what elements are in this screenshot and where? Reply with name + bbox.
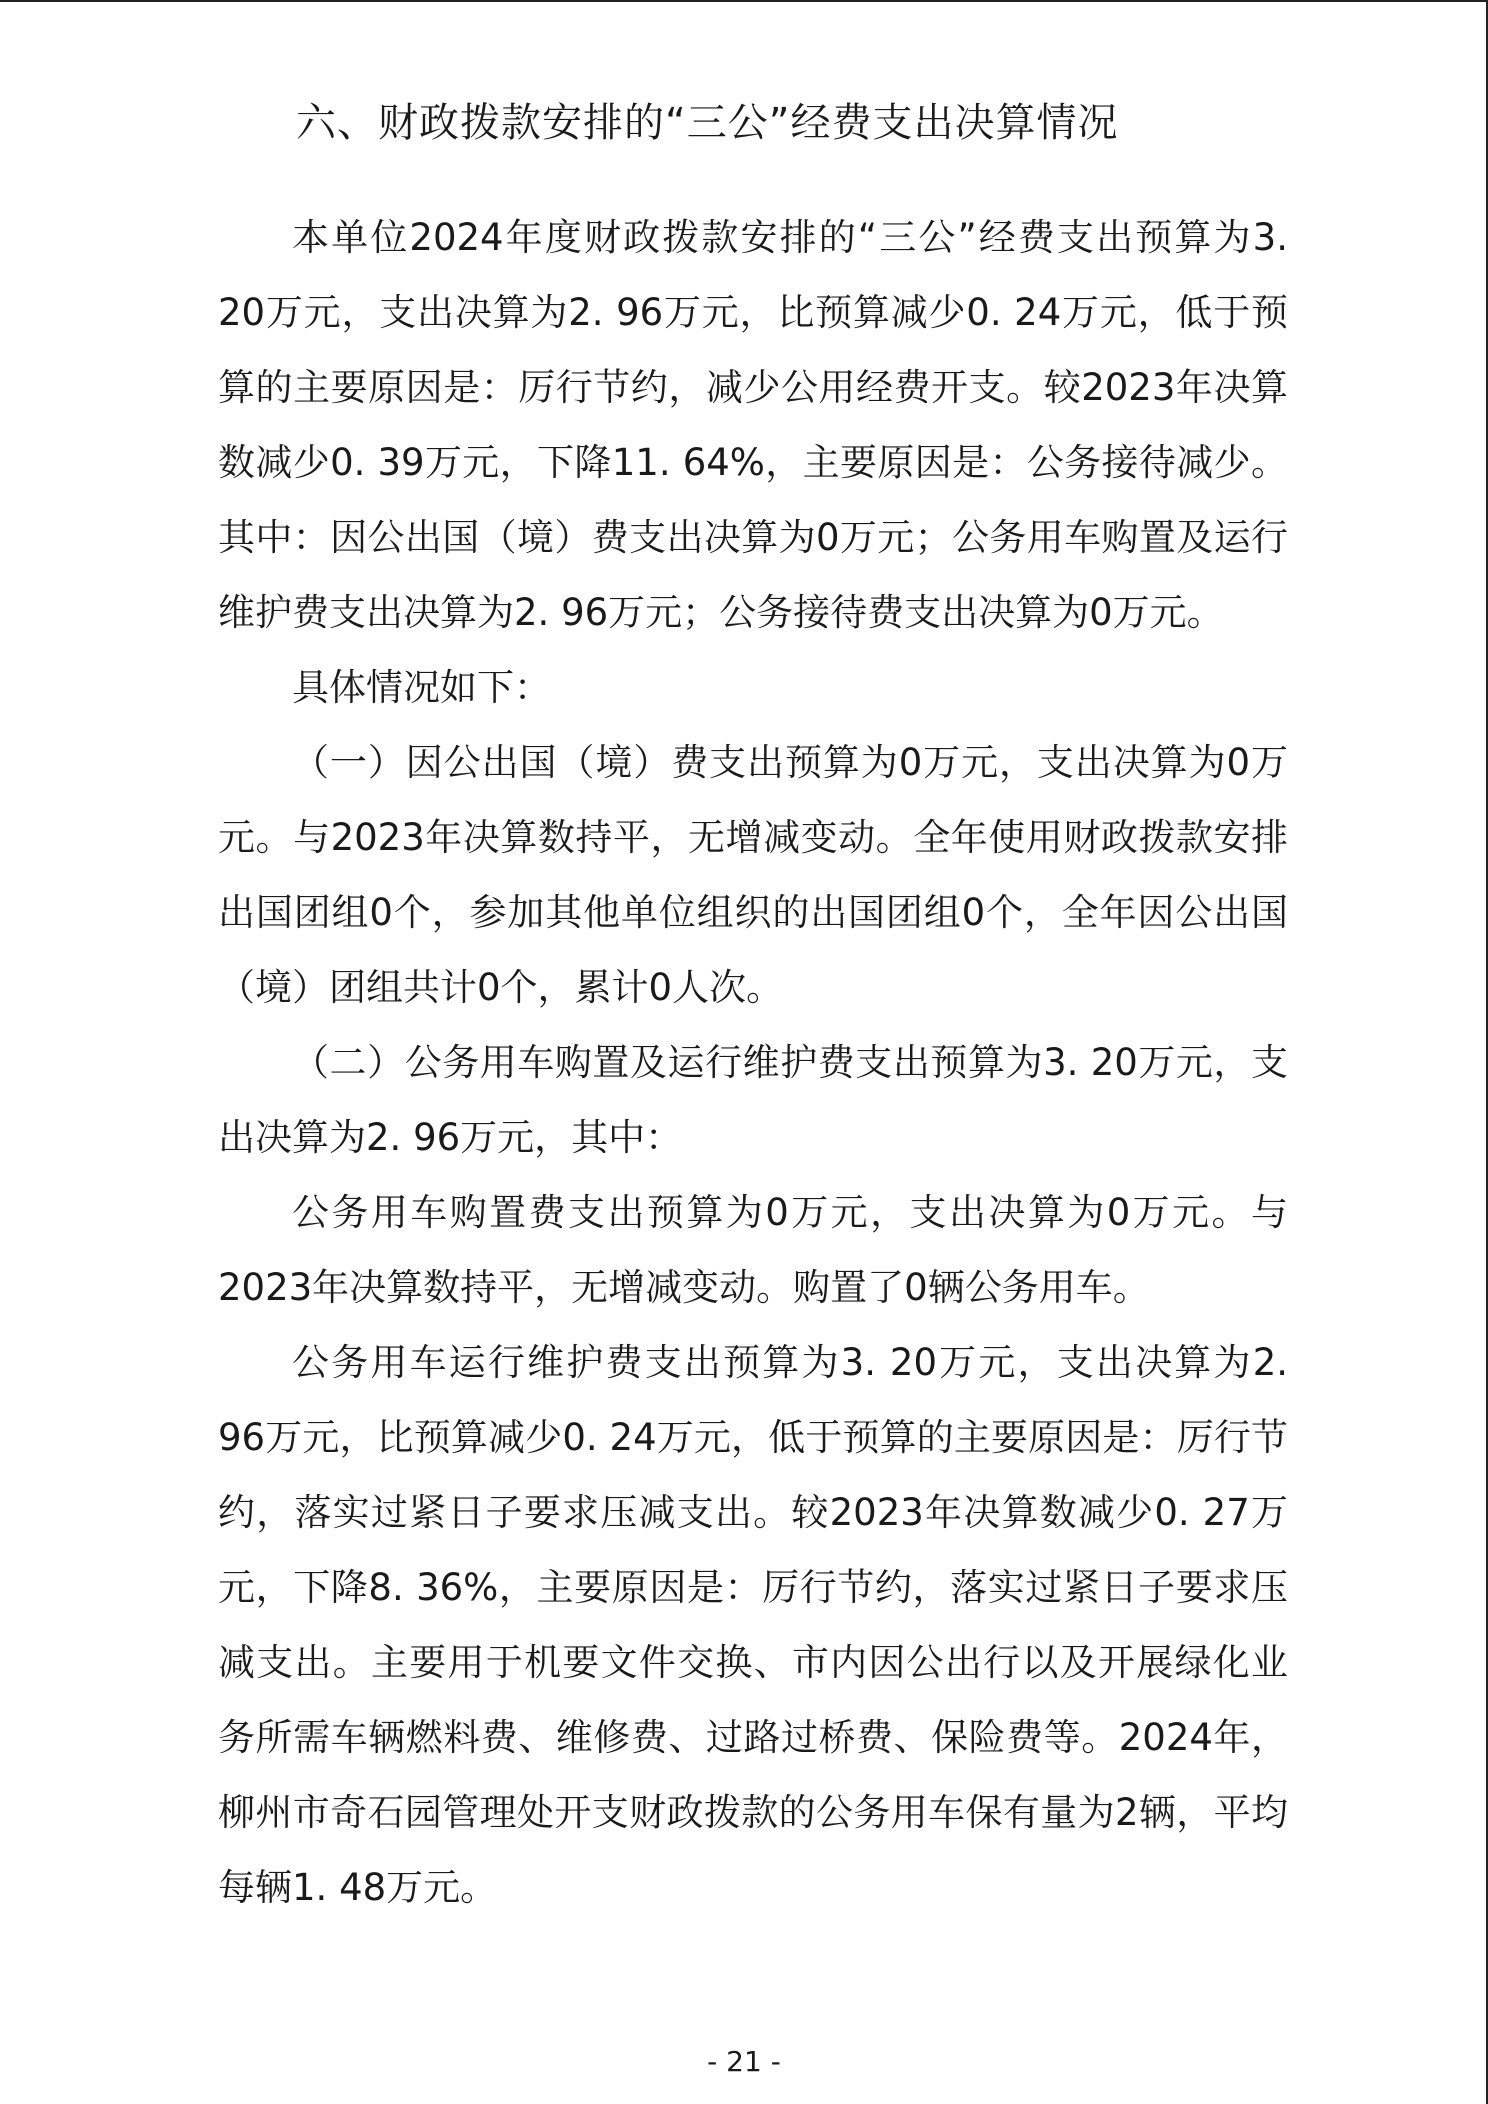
paragraph-overseas-travel: （一）因公出国（境）费支出预算为0万元，支出决算为0万元。与2023年决算数持平，无增减变动。全年使用财政拨款安排出国团组0个，参加其他单位组织的出国团组0个，全年因公出国（境）团组共计0个，累计0人次。	[218, 741, 1288, 1009]
page-number: - 21 -	[707, 2045, 781, 2078]
paragraph-summary: 本单位2024年度财政拨款安排的“三公”经费支出预算为3. 20万元，支出决算为2. 96万元，比预算减少0. 24万元，低于预算的主要原因是：厉行节约，减少公用经费开支。较2023年决算数减少0. 39万元，下降11. 64%，主要原因是：公务接待减少。其中：因公出国（境）费支出决算为0万元；公务用车购置及运行维护费支出决算为2. 96万元；公务接待费支出决算为0万元。	[218, 216, 1288, 634]
paragraph-vehicle-operation: 公务用车运行维护费支出预算为3. 20万元，支出决算为2. 96万元，比预算减少0. 24万元，低于预算的主要原因是：厉行节约，落实过紧日子要求压减支出。较2023年决算数减少0. 27万元，下降8. 36%，主要原因是：厉行节约，落实过紧日子要求压减支出。主要用于机要文件交换、市内因公出行以及开展绿化业务所需车辆燃料费、维修费、过路过桥费、保险费等。2024年，柳州市奇石园管理处开支财政拨款的公务用车保有量为2辆，平均每辆1. 48万元。	[218, 1341, 1288, 1909]
paragraph-vehicle-purchase: 公务用车购置费支出预算为0万元，支出决算为0万元。与2023年决算数持平，无增减变动。购置了0辆公务用车。	[218, 1191, 1288, 1309]
section-heading: 六、财政拨款安排的“三公”经费支出决算情况	[296, 100, 1119, 146]
paragraph-vehicle-costs: （二）公务用车购置及运行维护费支出预算为3. 20万元，支出决算为2. 96万元，其中：	[218, 1041, 1288, 1159]
page-border-top	[0, 0, 1488, 2]
paragraph-details-intro: 具体情况如下：	[292, 666, 551, 709]
body-text	[218, 200, 1288, 1925]
